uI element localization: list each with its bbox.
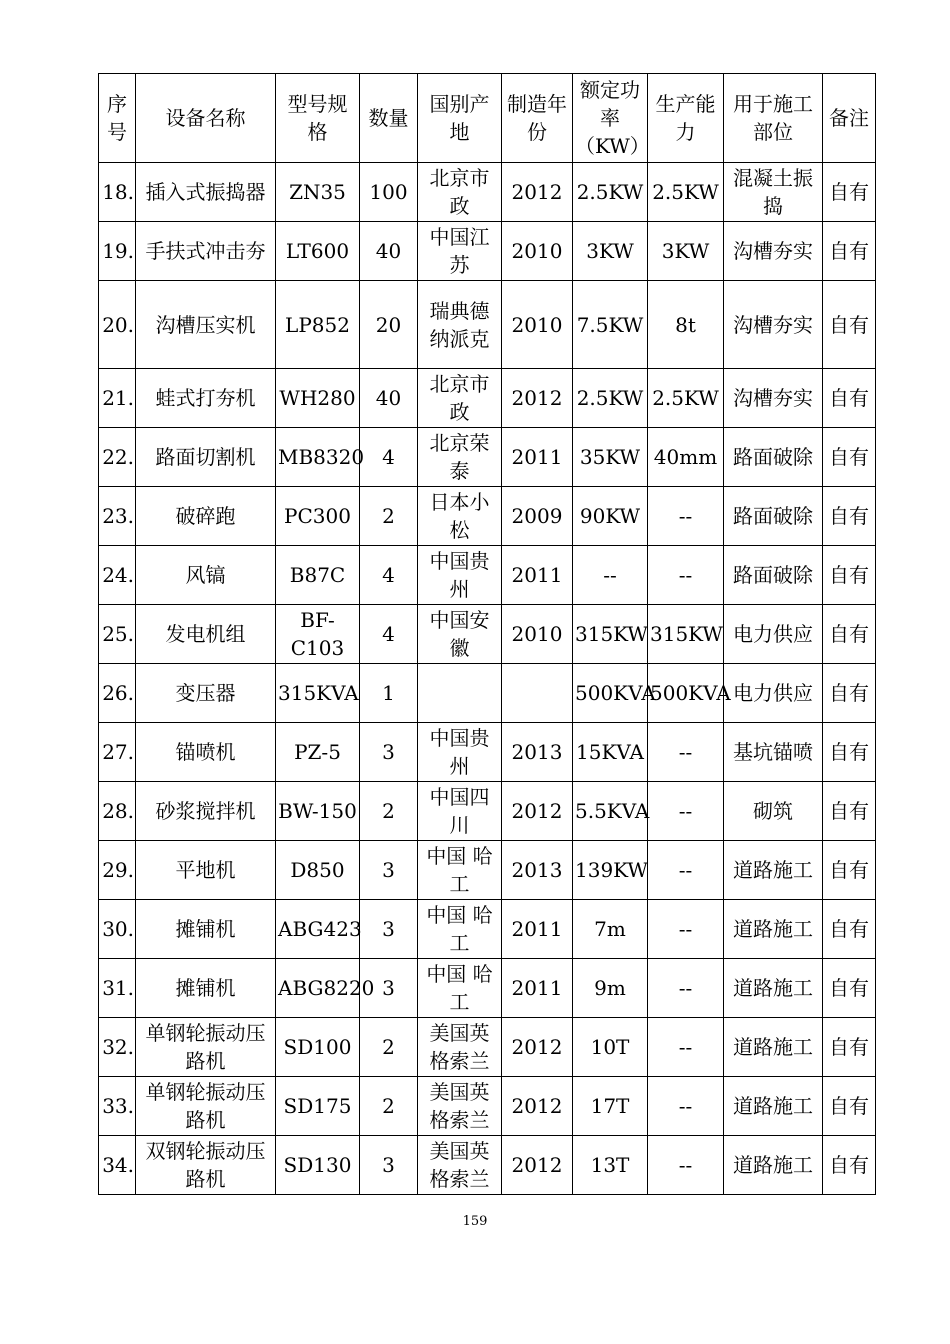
cell-no: 22. [99, 428, 136, 487]
cell-model: PZ-5 [276, 723, 360, 782]
cell-year: 2012 [502, 782, 573, 841]
cell-capacity: -- [648, 546, 724, 605]
cell-power: 17T [573, 1077, 648, 1136]
table-row [99, 369, 876, 428]
table-row [99, 163, 876, 222]
cell-usage: 混凝土振捣 [724, 163, 823, 222]
cell-qty: 2 [360, 1077, 418, 1136]
cell-qty: 40 [360, 369, 418, 428]
cell-name: 风镐 [136, 546, 276, 605]
cell-name: 变压器 [136, 664, 276, 723]
cell-no: 27. [99, 723, 136, 782]
cell-model: LT600 [276, 222, 360, 281]
cell-origin: 瑞典德纳派克 [418, 281, 502, 369]
header-power: 额定功率（KW） [573, 74, 648, 163]
cell-remark: 自有 [823, 546, 876, 605]
cell-model: SD130 [276, 1136, 360, 1195]
cell-name: 发电机组 [136, 605, 276, 664]
table-row [99, 1136, 876, 1195]
cell-origin: 美国英格索兰 [418, 1136, 502, 1195]
cell-no: 20. [99, 281, 136, 369]
header-name: 设备名称 [136, 74, 276, 163]
cell-remark: 自有 [823, 664, 876, 723]
table-row [99, 605, 876, 664]
cell-usage: 道路施工 [724, 959, 823, 1018]
cell-remark: 自有 [823, 487, 876, 546]
cell-year: 2010 [502, 605, 573, 664]
cell-power: 10T [573, 1018, 648, 1077]
cell-no: 18. [99, 163, 136, 222]
cell-model: ZN35 [276, 163, 360, 222]
cell-capacity: 2.5KW [648, 369, 724, 428]
cell-remark: 自有 [823, 605, 876, 664]
cell-year: 2010 [502, 281, 573, 369]
cell-capacity: -- [648, 782, 724, 841]
cell-no: 28. [99, 782, 136, 841]
cell-year [502, 664, 573, 723]
cell-remark: 自有 [823, 723, 876, 782]
cell-qty: 3 [360, 900, 418, 959]
cell-qty: 2 [360, 1018, 418, 1077]
cell-name: 路面切割机 [136, 428, 276, 487]
cell-name: 单钢轮振动压路机 [136, 1018, 276, 1077]
cell-no: 29. [99, 841, 136, 900]
cell-capacity: 8t [648, 281, 724, 369]
cell-origin: 中国 哈工 [418, 841, 502, 900]
cell-year: 2010 [502, 222, 573, 281]
cell-usage: 路面破除 [724, 487, 823, 546]
cell-capacity: 500KVA [648, 664, 724, 723]
cell-year: 2012 [502, 1136, 573, 1195]
cell-power: 13T [573, 1136, 648, 1195]
table-row [99, 900, 876, 959]
cell-power: 7m [573, 900, 648, 959]
cell-usage: 道路施工 [724, 900, 823, 959]
cell-year: 2011 [502, 546, 573, 605]
cell-usage: 沟槽夯实 [724, 369, 823, 428]
cell-power: 139KW [573, 841, 648, 900]
cell-year: 2013 [502, 841, 573, 900]
cell-name: 砂浆搅拌机 [136, 782, 276, 841]
cell-power: 5.5KVA [573, 782, 648, 841]
cell-name: 锚喷机 [136, 723, 276, 782]
cell-capacity: 2.5KW [648, 163, 724, 222]
cell-qty: 3 [360, 1136, 418, 1195]
cell-year: 2012 [502, 163, 573, 222]
table-row [99, 1077, 876, 1136]
cell-usage: 电力供应 [724, 605, 823, 664]
cell-no: 21. [99, 369, 136, 428]
equipment-table [98, 73, 876, 1195]
cell-usage: 沟槽夯实 [724, 281, 823, 369]
cell-power: 3KW [573, 222, 648, 281]
cell-usage: 道路施工 [724, 841, 823, 900]
cell-name: 摊铺机 [136, 900, 276, 959]
cell-usage: 路面破除 [724, 546, 823, 605]
cell-no: 30. [99, 900, 136, 959]
cell-power: 7.5KW [573, 281, 648, 369]
cell-no: 34. [99, 1136, 136, 1195]
cell-usage: 道路施工 [724, 1077, 823, 1136]
cell-power: 35KW [573, 428, 648, 487]
cell-remark: 自有 [823, 900, 876, 959]
cell-origin: 中国四川 [418, 782, 502, 841]
table-row [99, 428, 876, 487]
table-header-row [99, 74, 876, 163]
cell-origin: 北京荣泰 [418, 428, 502, 487]
table-row [99, 546, 876, 605]
cell-capacity: -- [648, 723, 724, 782]
cell-name: 破碎跑 [136, 487, 276, 546]
cell-model: B87C [276, 546, 360, 605]
cell-model: ABG8220 [276, 959, 360, 1018]
cell-no: 33. [99, 1077, 136, 1136]
cell-qty: 4 [360, 428, 418, 487]
cell-origin: 中国贵州 [418, 723, 502, 782]
cell-no: 24. [99, 546, 136, 605]
cell-name: 单钢轮振动压路机 [136, 1077, 276, 1136]
cell-origin: 中国安徽 [418, 605, 502, 664]
header-origin: 国别产地 [418, 74, 502, 163]
cell-capacity: -- [648, 959, 724, 1018]
cell-power: 15KVA [573, 723, 648, 782]
cell-year: 2012 [502, 369, 573, 428]
cell-remark: 自有 [823, 1136, 876, 1195]
cell-remark: 自有 [823, 1018, 876, 1077]
cell-capacity: -- [648, 1136, 724, 1195]
cell-origin: 中国 哈工 [418, 900, 502, 959]
cell-remark: 自有 [823, 222, 876, 281]
cell-power: 90KW [573, 487, 648, 546]
cell-capacity: 315KW [648, 605, 724, 664]
cell-origin: 中国贵州 [418, 546, 502, 605]
cell-capacity: -- [648, 900, 724, 959]
cell-model: PC300 [276, 487, 360, 546]
cell-year: 2009 [502, 487, 573, 546]
table-row [99, 1018, 876, 1077]
cell-model: BF-C103 [276, 605, 360, 664]
header-remark: 备注 [823, 74, 876, 163]
cell-usage: 沟槽夯实 [724, 222, 823, 281]
cell-model: SD175 [276, 1077, 360, 1136]
cell-origin: 美国英格索兰 [418, 1018, 502, 1077]
cell-model: D850 [276, 841, 360, 900]
cell-qty: 20 [360, 281, 418, 369]
cell-qty: 3 [360, 723, 418, 782]
cell-year: 2011 [502, 428, 573, 487]
cell-power: 2.5KW [573, 369, 648, 428]
header-qty: 数量 [360, 74, 418, 163]
cell-model: WH280 [276, 369, 360, 428]
cell-no: 32. [99, 1018, 136, 1077]
cell-name: 手扶式冲击夯 [136, 222, 276, 281]
header-year: 制造年份 [502, 74, 573, 163]
cell-power: 500KVA [573, 664, 648, 723]
cell-year: 2012 [502, 1077, 573, 1136]
cell-capacity: -- [648, 1077, 724, 1136]
cell-origin: 北京市政 [418, 369, 502, 428]
cell-origin: 中国 哈工 [418, 959, 502, 1018]
cell-usage: 道路施工 [724, 1136, 823, 1195]
cell-power: -- [573, 546, 648, 605]
cell-model: SD100 [276, 1018, 360, 1077]
table-body [99, 163, 876, 1195]
cell-name: 双钢轮振动压路机 [136, 1136, 276, 1195]
cell-capacity: 40mm [648, 428, 724, 487]
table-row [99, 281, 876, 369]
table-row [99, 487, 876, 546]
cell-usage: 基坑锚喷 [724, 723, 823, 782]
cell-model: ABG423 [276, 900, 360, 959]
cell-remark: 自有 [823, 782, 876, 841]
cell-remark: 自有 [823, 1077, 876, 1136]
cell-remark: 自有 [823, 959, 876, 1018]
cell-model: MB8320 [276, 428, 360, 487]
cell-no: 19. [99, 222, 136, 281]
cell-no: 25. [99, 605, 136, 664]
cell-usage: 电力供应 [724, 664, 823, 723]
cell-no: 26. [99, 664, 136, 723]
cell-qty: 3 [360, 841, 418, 900]
header-capacity: 生产能力 [648, 74, 724, 163]
table-row [99, 841, 876, 900]
cell-name: 摊铺机 [136, 959, 276, 1018]
cell-model: BW-150 [276, 782, 360, 841]
cell-remark: 自有 [823, 428, 876, 487]
table-row [99, 782, 876, 841]
cell-no: 23. [99, 487, 136, 546]
cell-origin: 中国江苏 [418, 222, 502, 281]
cell-qty: 3 [360, 959, 418, 1018]
table-row [99, 959, 876, 1018]
cell-model: 315KVA [276, 664, 360, 723]
cell-year: 2012 [502, 1018, 573, 1077]
cell-remark: 自有 [823, 841, 876, 900]
cell-year: 2011 [502, 900, 573, 959]
cell-capacity: -- [648, 1018, 724, 1077]
table-row [99, 723, 876, 782]
cell-no: 31. [99, 959, 136, 1018]
cell-usage: 道路施工 [724, 1018, 823, 1077]
cell-name: 沟槽压实机 [136, 281, 276, 369]
cell-qty: 100 [360, 163, 418, 222]
header-no: 序号 [99, 74, 136, 163]
cell-power: 9m [573, 959, 648, 1018]
cell-name: 平地机 [136, 841, 276, 900]
cell-origin: 美国英格索兰 [418, 1077, 502, 1136]
cell-qty: 40 [360, 222, 418, 281]
cell-capacity: 3KW [648, 222, 724, 281]
cell-remark: 自有 [823, 281, 876, 369]
cell-capacity: -- [648, 487, 724, 546]
cell-power: 315KW [573, 605, 648, 664]
header-model: 型号规格 [276, 74, 360, 163]
cell-year: 2011 [502, 959, 573, 1018]
cell-usage: 路面破除 [724, 428, 823, 487]
cell-year: 2013 [502, 723, 573, 782]
table-row [99, 664, 876, 723]
header-usage: 用于施工部位 [724, 74, 823, 163]
cell-name: 插入式振捣器 [136, 163, 276, 222]
cell-qty: 2 [360, 487, 418, 546]
cell-name: 蛙式打夯机 [136, 369, 276, 428]
table-row [99, 222, 876, 281]
cell-origin: 日本小松 [418, 487, 502, 546]
cell-remark: 自有 [823, 163, 876, 222]
cell-qty: 2 [360, 782, 418, 841]
cell-power: 2.5KW [573, 163, 648, 222]
cell-qty: 4 [360, 605, 418, 664]
cell-model: LP852 [276, 281, 360, 369]
cell-capacity: -- [648, 841, 724, 900]
page-number: 159 [462, 1214, 488, 1229]
cell-origin [418, 664, 502, 723]
cell-qty: 4 [360, 546, 418, 605]
cell-origin: 北京市政 [418, 163, 502, 222]
cell-qty: 1 [360, 664, 418, 723]
cell-remark: 自有 [823, 369, 876, 428]
cell-usage: 砌筑 [724, 782, 823, 841]
